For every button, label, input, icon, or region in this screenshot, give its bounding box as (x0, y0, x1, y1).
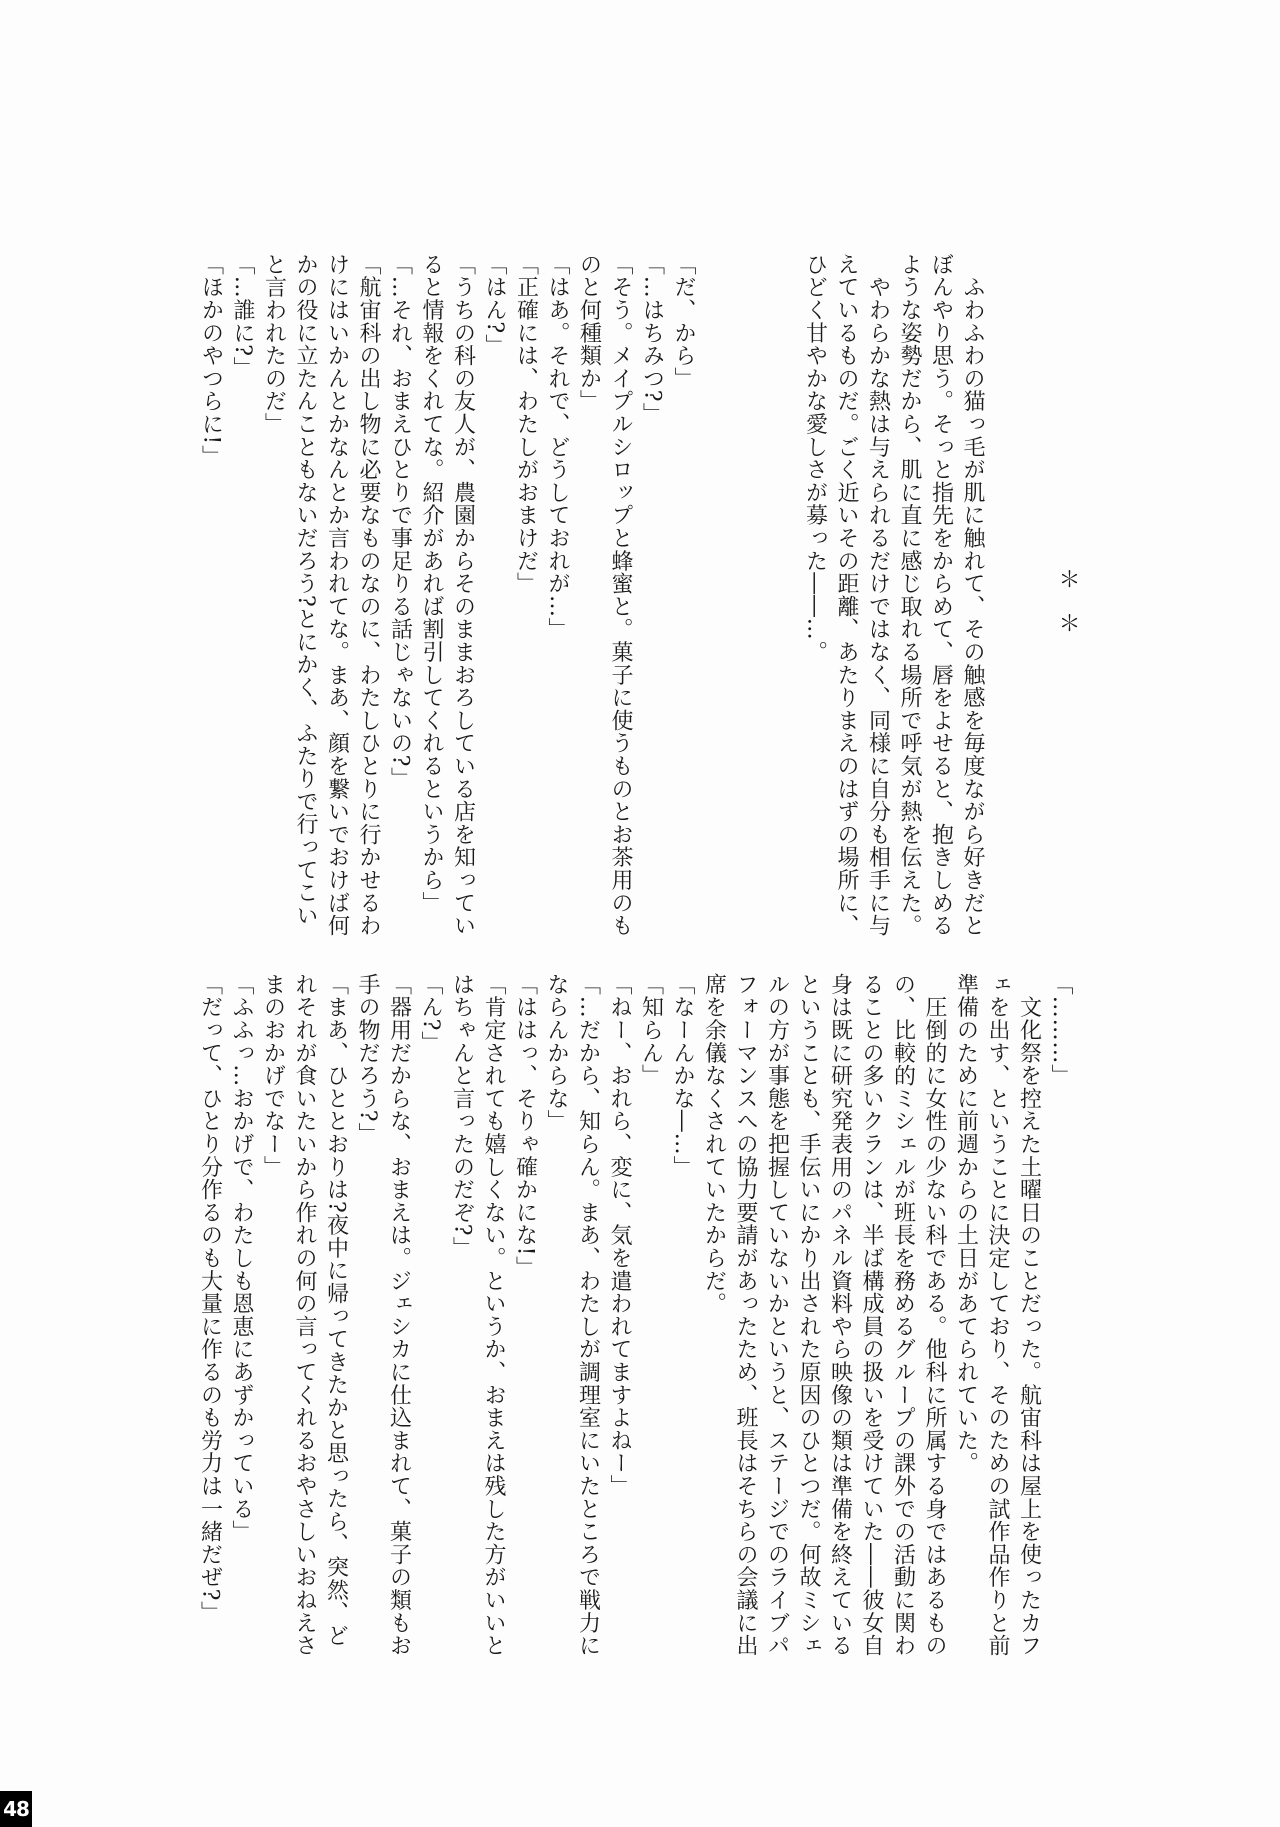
upper-narrative-paragraphs (799, 253, 988, 937)
text-column: 「器用だからな、おまえは。ジェシカに仕込まれて、菓子の類もお (386, 973, 412, 1657)
dialogue-column: のと何種類か」 (576, 253, 602, 413)
text-column: 圧倒的に女性の少ない科である。他科に所属する身ではあるもの (922, 973, 947, 1657)
dialogue-column: 「…誰に?」 (230, 253, 255, 380)
text-column: 「だって、ひとり分作るのも大量に作るのも労力は一緒だぜ?」 (197, 973, 223, 1624)
text-column: フォーマンスへの協力要請があったため、班長はそちらの会議に出 (733, 973, 758, 1657)
lower-text-block (194, 973, 1076, 1657)
text-column: 手の物だろう?」 (355, 973, 380, 1146)
dialogue-column: 「…はちみつ?」 (639, 253, 665, 426)
section-break-asterisks: ＊＊ (1055, 568, 1080, 656)
text-column: ということも、手伝いにかり出された原因のひとつだ。何故ミシェ (796, 973, 821, 1657)
dialogue-column: 「だ、から」 (671, 253, 696, 390)
text-column: の、比較的ミシェルが班長を務めるグループの課外での活動に関わ (890, 973, 916, 1657)
text-column: 「ん?」 (418, 973, 443, 1054)
text-column: 準備のために前週からの土日があてられていた。 (953, 973, 979, 1475)
text-column: はちゃんと言ったのだぞ?」 (449, 973, 475, 1260)
dialogue-column: かの役に立たんこともないだろう?とにかく、ふたりで行ってこい (293, 253, 318, 927)
text-column: ることの多いクランは、半ば構成員の扱いを受けていた――彼女自 (859, 973, 884, 1657)
page-number: 48 (0, 1791, 32, 1827)
text-column: ような姿勢だから、肌に直に感じ取れる場所で呼気が熱を伝えた。 (897, 253, 922, 937)
dialogue-column: 「正確には、わたしがおまけだ」 (513, 253, 539, 595)
text-column: やわらかな熱は与えられるだけではなく、同様に自分も相手に与 (865, 253, 891, 937)
text-column: 席を余儀なくされていたからだ。 (701, 973, 727, 1315)
text-column: 「ねー、おれら、変に、気を遣われてますよねー」 (607, 973, 632, 1498)
text-column: 文化祭を控えた土曜日のことだった。航宙科は屋上を使ったカフ (1016, 973, 1042, 1657)
text-column: ルの方が事態を把握していないかというと、ステージでのライブパ (764, 973, 790, 1657)
dialogue-column: 「ほかのやつらに!」 (198, 253, 224, 468)
text-column: ひどく甘やかな愛しさが募った――…。 (802, 253, 828, 664)
dialogue-column: 「航宙科の出し物に必要なものなのに、わたしひとりに行かせるわ (356, 253, 381, 937)
text-column: 「…だから、知らん。まあ、わたしが調理室にいたところで戦力に (575, 973, 601, 1657)
upper-dialogue-lines (195, 253, 699, 937)
dialogue-column: 「そう。メイプルシロップと蜂蜜と。菓子に使うものとお茶用のも (608, 253, 633, 937)
text-column: ぼんやり思う。そっと指先をからめて、唇をよせると、抱きしめる (928, 253, 954, 937)
text-column: えているものだ。ごく近いその距離、あたりまえのはずの場所に、 (834, 253, 859, 937)
text-column: 「なーんかな―…」 (670, 973, 695, 1179)
text-column: 「知らん」 (638, 973, 664, 1087)
text-column: ふわふわの猫っ毛が肌に触れて、その触感を毎度ながら好きだと (960, 253, 985, 937)
dialogue-column: 「…それ、おまえひとりで事足りる話じゃないの?」 (387, 253, 413, 790)
text-column: 「ふふっ…おかげで、わたしも恩恵にあずかっている」 (229, 973, 254, 1543)
text-column: ェを出す、ということに決定しており、そのための試作品作りと前 (985, 973, 1010, 1657)
text-column: れそれが食いたいから作れの何の言ってくれるおやさしいおねえさ (292, 973, 317, 1657)
dialogue-column: 「うちの科の友人が、農園からそのままおろしている店を知ってい (450, 253, 476, 937)
dialogue-column: ると情報をくれてな。紹介があれば割引してくれるというから」 (419, 253, 444, 915)
text-column: ならんからな」 (544, 973, 569, 1133)
text-column: 「まあ、ひととおりは?夜中に帰ってきたかと思ったら、突然、ど (323, 973, 349, 1647)
text-column: 「………」 (1048, 973, 1073, 1087)
dialogue-column: と言われたのだ」 (261, 253, 287, 436)
dialogue-column: 「はあ。それで、どうしておれが…」 (545, 253, 570, 641)
dialogue-column: 「はん?」 (482, 253, 507, 357)
text-column: まのおかげでなー」 (260, 973, 286, 1179)
text-column: 「肯定されても嬉しくない。というか、おまえは残した方がいいと (481, 973, 506, 1657)
text-column: 「ははっ、そりゃ確かにな!」 (512, 973, 538, 1280)
text-column: 身は既に研究発表用のパネル資料やら映像の類は準備を終えている (827, 973, 853, 1657)
dialogue-column: けにはいかんとかなんとか言われてな。まあ、顔を繋いでおけば何 (324, 253, 350, 937)
